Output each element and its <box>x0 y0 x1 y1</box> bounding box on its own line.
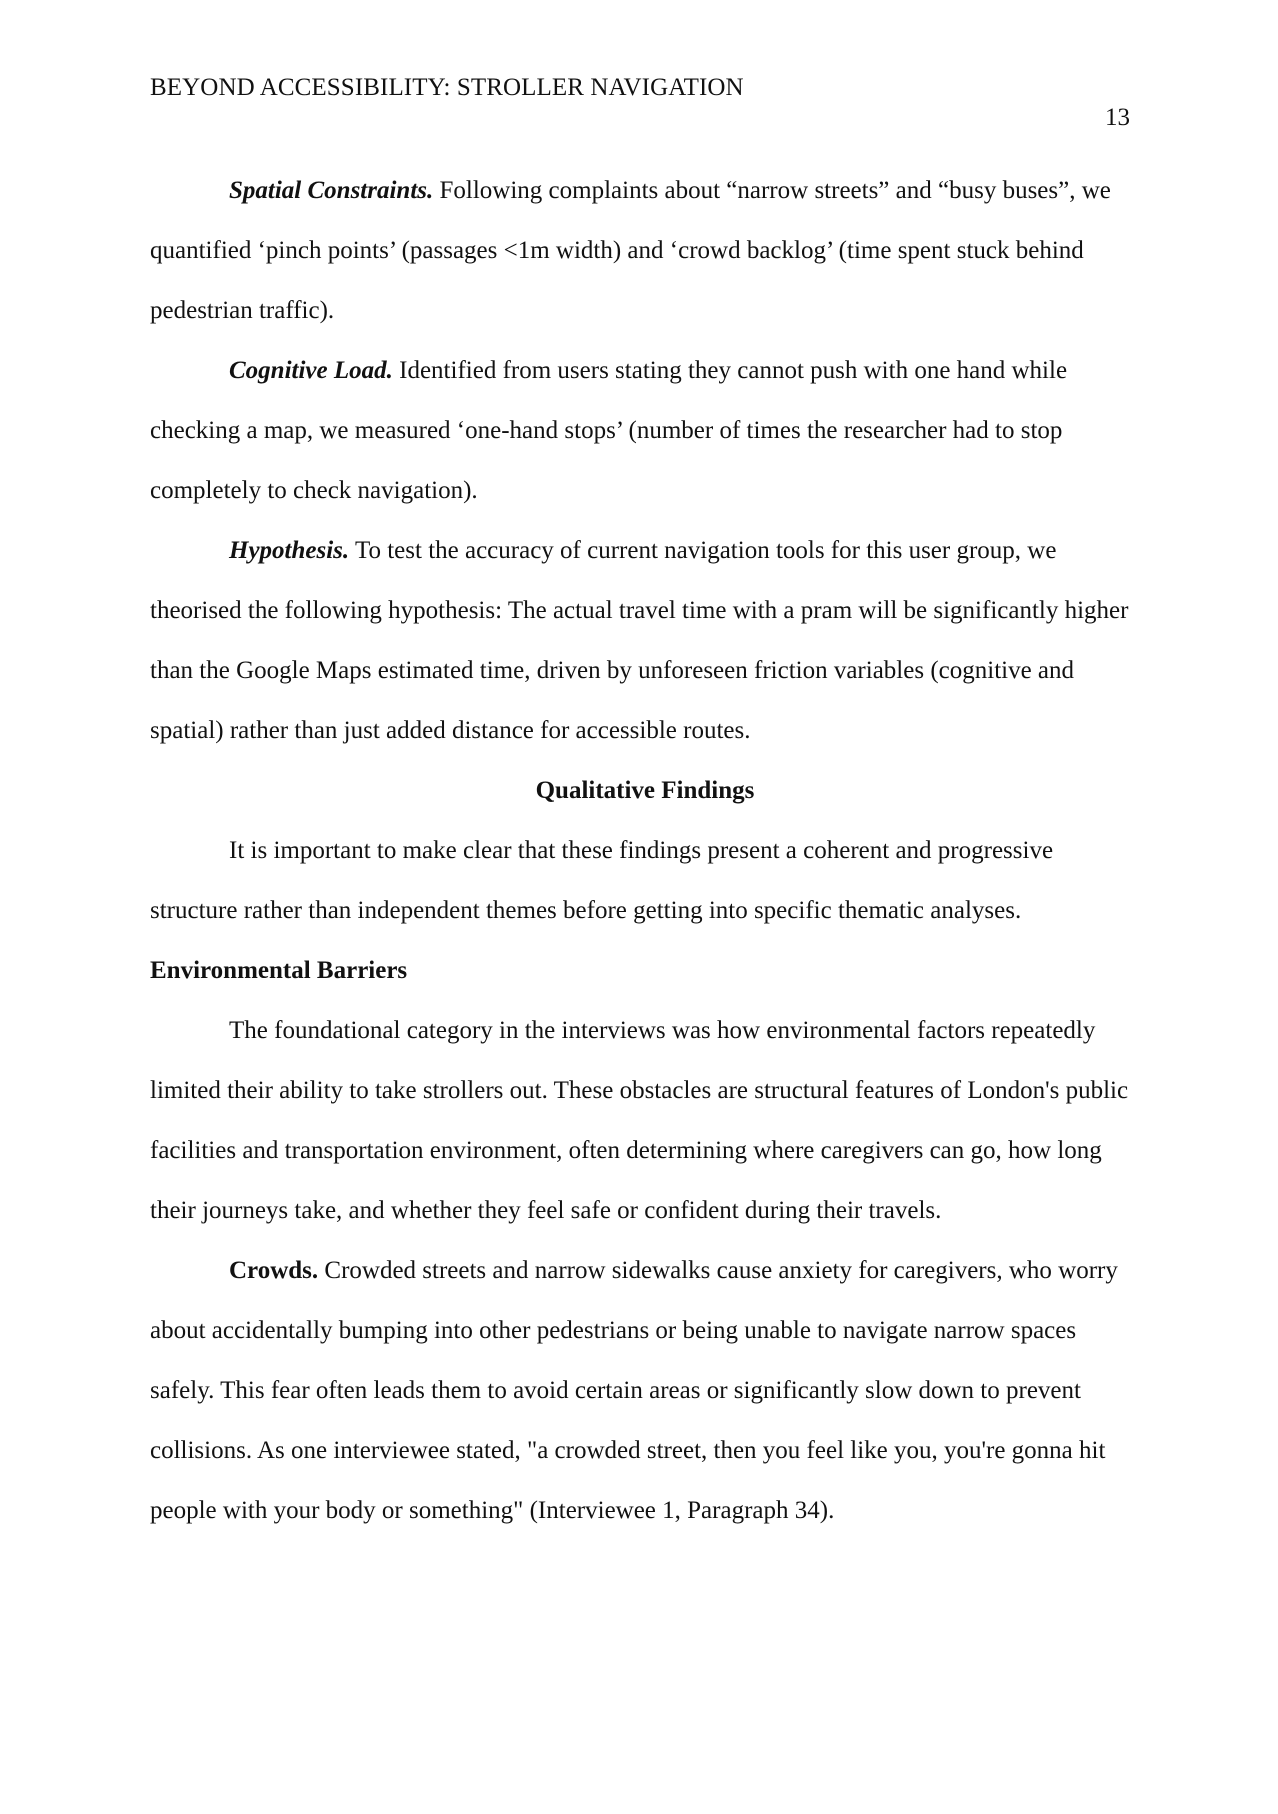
section-heading-environmental: Environmental Barriers <box>150 957 408 984</box>
paragraph-cognitive-load <box>150 341 1140 521</box>
page-number: 13 <box>1105 104 1130 131</box>
run-in-heading-cognitive: Cognitive Load. <box>229 357 393 384</box>
paragraph-text-crowds: Crowded streets and narrow sidewalks cause anxiety for caregivers, who worry about accidentally bumping into other pedestrians or being unable to navigate narrow spaces safely. This fear often leads them to avoid certain areas or significantly slow down to prevent collisions. As one interviewee stated, "a crowded street, then you feel like you, you're gonna hit people with your body or something" (Interviewee 1, Paragraph 34). <box>150 1257 1118 1524</box>
run-in-heading-crowds: Crowds. <box>229 1257 319 1284</box>
paragraph-text-cognitive: Identified from users stating they cannot push with one hand while checking a map, we measured ‘one-hand stops’ (number of times the researcher had to stop completely to check navigation). <box>150 357 1068 504</box>
section-heading-qualitative: Qualitative Findings <box>535 777 755 804</box>
run-in-heading-spatial: Spatial Constraints. <box>229 177 434 204</box>
running-head: BEYOND ACCESSIBILITY: STROLLER NAVIGATION <box>150 74 744 101</box>
document-body <box>150 161 1140 1541</box>
paragraph-environmental: The foundational category in the interviews was how environmental factors repeatedly limited their ability to take strollers out. These obstacles are structural features of London's public facilities and transportation environment, often determining where caregivers can go, how long their journeys take, and whether they feel safe or confident during their travels. <box>150 1017 1129 1224</box>
run-in-heading-hypothesis: Hypothesis. <box>229 537 350 564</box>
paragraph-crowds <box>150 1241 1140 1541</box>
paragraph-text-hypothesis: To test the accuracy of current navigation tools for this user group, we theorised the following hypothesis: The actual travel time with a pram will be significantly higher than the Google Maps estimated time, driven by unforeseen friction variables (cognitive and spatial) rather than just added distance for accessible routes. <box>150 537 1129 744</box>
paragraph-hypothesis <box>150 521 1140 761</box>
paragraph-qualitative-intro: It is important to make clear that these findings present a coherent and progressive structure rather than independent themes before getting into specific thematic analyses. <box>150 837 1054 924</box>
paragraph-spatial-constraints <box>150 161 1140 341</box>
paragraph-text-spatial: Following complaints about “narrow streets” and “busy buses”, we quantified ‘pinch points’ (passages <1m width) and ‘crowd backlog’ (time spent stuck behind pedestrian traffic). <box>150 177 1111 324</box>
